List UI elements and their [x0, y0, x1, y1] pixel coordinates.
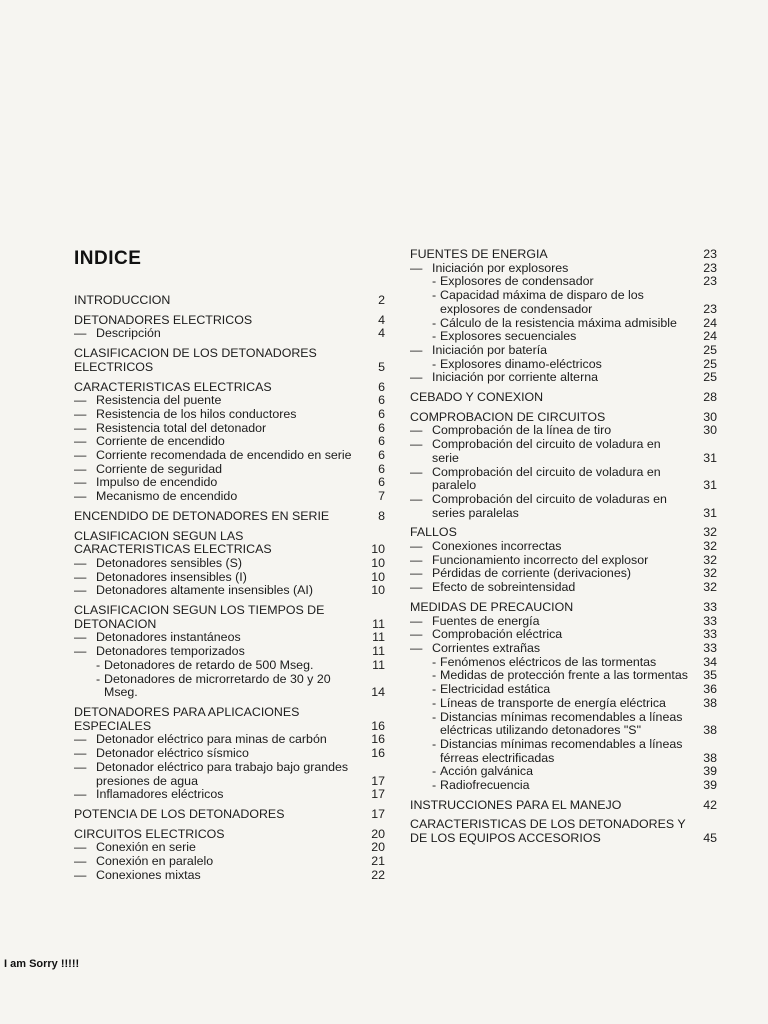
- dash-marker: —: [410, 464, 423, 479]
- toc-heading: [74, 314, 387, 328]
- toc-entry-text: Radiofrecuencia: [440, 778, 530, 793]
- toc-entry-text: Pérdidas de corriente (derivaciones): [432, 566, 632, 581]
- toc-page-number: 30: [703, 409, 717, 424]
- dash-marker: —: [74, 840, 87, 855]
- dash-marker: —: [74, 461, 87, 476]
- dash-marker: —: [74, 434, 87, 449]
- toc-entry-text: Explosores de condensador: [440, 274, 594, 289]
- toc-heading: [410, 818, 719, 845]
- toc-entry-text: CARACTERISTICAS DE LOS DETONADORES Y DE LOS EQUIPOS ACCESORIOS: [410, 817, 686, 846]
- toc-entry: [74, 788, 387, 802]
- toc-entry-text: CLASIFICACION SEGUN LOS TIEMPOS DE DETONACION: [74, 603, 325, 631]
- toc-page-number: 23: [703, 260, 717, 275]
- toc-heading: [410, 601, 719, 615]
- toc-entry: [410, 275, 719, 289]
- toc-heading: [410, 391, 719, 405]
- toc-entry: [410, 358, 719, 372]
- toc-page-number: 33: [703, 613, 717, 628]
- toc-entry-text: Corriente de seguridad: [96, 461, 223, 476]
- toc-page-number: 11: [372, 644, 385, 659]
- dash-marker: —: [410, 423, 423, 438]
- dash-marker: —: [74, 326, 87, 341]
- toc-entry-text: Iniciación por corriente alterna: [432, 370, 598, 385]
- toc-entry-text: FALLOS: [410, 525, 457, 540]
- toc-entry-text: Conexión en paralelo: [96, 854, 214, 869]
- toc-page-number: 17: [371, 773, 385, 788]
- toc-entry: [410, 567, 719, 581]
- toc-entry-text: CARACTERISTICAS ELECTRICAS: [74, 379, 272, 394]
- bullet-marker: -: [432, 274, 437, 289]
- toc-entry: [410, 466, 719, 493]
- toc-entry: [74, 855, 387, 869]
- toc-heading: [74, 808, 387, 822]
- toc-entry-text: FUENTES DE ENERGIA: [410, 247, 548, 261]
- toc-entry-text: Resistencia de los hilos conductores: [96, 406, 297, 421]
- toc-entry: [74, 476, 387, 490]
- toc-entry: [410, 493, 719, 520]
- toc-entry-text: CEBADO Y CONEXION: [410, 390, 544, 405]
- toc-section: [410, 391, 719, 405]
- toc-entry: [74, 557, 387, 571]
- dash-marker: —: [410, 539, 423, 554]
- toc-entry-text: Conexiones mixtas: [96, 867, 201, 882]
- bullet-marker: -: [96, 671, 101, 686]
- toc-entry-text: Descripción: [96, 326, 161, 341]
- toc-page-number: 31: [703, 450, 717, 465]
- toc-page-number: 4: [378, 312, 385, 327]
- toc-entry-text: Comprobación del circuito de voladuras en series paralelas: [432, 491, 667, 520]
- toc-page-number: 10: [371, 542, 385, 557]
- toc-entry-text: Corriente de encendido: [96, 434, 225, 449]
- bullet-marker: -: [432, 778, 437, 793]
- toc-entry: [74, 584, 387, 598]
- toc-section: [74, 347, 387, 374]
- toc-entry-text: Detonadores temporizados: [96, 644, 245, 659]
- toc-entry-text: DETONADORES PARA APLICACIONES ESPECIALES: [74, 704, 300, 733]
- toc-entry-text: CLASIFICACION DE LOS DETONADORES ELECTRICOS: [74, 346, 317, 374]
- toc-page-number: 17: [371, 806, 385, 821]
- page-title: INDICE: [74, 248, 142, 269]
- toc-entry-text: Iniciación por batería: [432, 342, 548, 357]
- toc-page-number: 22: [371, 867, 385, 882]
- toc-entry: [74, 747, 387, 761]
- toc-entry: [410, 438, 719, 465]
- dash-marker: —: [410, 627, 423, 642]
- dash-marker: —: [74, 644, 87, 659]
- toc-entry: [410, 330, 719, 344]
- toc-entry: [74, 841, 387, 855]
- dash-marker: —: [410, 491, 423, 506]
- toc-entry: [74, 463, 387, 477]
- bullet-marker: -: [432, 356, 437, 371]
- toc-entry-text: Comprobación eléctrica: [432, 627, 563, 642]
- toc-entry: [410, 371, 719, 385]
- toc-entry-text: Detonador eléctrico sísmico: [96, 746, 249, 761]
- footer-note: I am Sorry !!!!!: [4, 958, 80, 970]
- dash-marker: —: [74, 569, 87, 584]
- toc-page-number: 10: [371, 583, 385, 598]
- toc-page-number: 23: [703, 247, 717, 261]
- toc-entry: [410, 697, 719, 711]
- toc-entry: [410, 289, 719, 316]
- toc-entry-text: Explosores dinamo-eléctricos: [440, 356, 602, 371]
- toc-section: [74, 828, 387, 883]
- toc-entry-text: MEDIDAS DE PRECAUCION: [410, 599, 574, 614]
- toc-page-number: 32: [703, 552, 717, 567]
- toc-entry-text: Inflamadores eléctricos: [96, 787, 224, 802]
- toc-entry-text: Distancias mínimas recomendables a líneas férreas electrificadas: [440, 736, 683, 765]
- dash-marker: —: [74, 854, 87, 869]
- toc-page-number: 6: [378, 448, 385, 463]
- toc-entry-text: Comprobación del circuito de voladura en serie: [432, 437, 661, 465]
- toc-heading: [410, 248, 719, 262]
- toc-page-number: 33: [703, 640, 717, 655]
- toc-page-number: 32: [703, 580, 717, 595]
- toc-entry-text: Resistencia total del detonador: [96, 420, 267, 435]
- bullet-marker: -: [432, 764, 437, 779]
- toc-section: [410, 526, 719, 595]
- toc-page-number: 45: [703, 831, 717, 846]
- dash-marker: —: [410, 580, 423, 595]
- toc-entry: [410, 540, 719, 554]
- toc-right-column: [410, 248, 719, 852]
- toc-page-number: 36: [703, 682, 717, 697]
- toc-page-number: 39: [703, 764, 717, 779]
- toc-page-number: 35: [703, 668, 717, 683]
- bullet-marker: -: [432, 654, 437, 669]
- toc-entry-text: Detonador eléctrico para trabajo bajo grandes presiones de agua: [96, 759, 349, 788]
- toc-page-number: 6: [378, 379, 385, 394]
- toc-page-number: 5: [378, 359, 385, 374]
- toc-page-number: 42: [703, 797, 717, 812]
- toc-entry: [74, 327, 387, 341]
- bullet-marker: -: [432, 736, 437, 751]
- toc-page-number: 21: [371, 854, 385, 869]
- toc-page-number: 28: [703, 390, 717, 405]
- toc-page-number: 25: [703, 342, 717, 357]
- toc-entry: [74, 435, 387, 449]
- toc-page-number: 32: [703, 539, 717, 554]
- toc-page-number: 6: [378, 434, 385, 449]
- toc-entry: [74, 761, 387, 788]
- toc-entry: [410, 711, 719, 738]
- toc-page-number: 4: [378, 326, 385, 341]
- toc-entry-text: Detonador eléctrico para minas de carbón: [96, 732, 327, 747]
- bullet-marker: -: [432, 682, 437, 697]
- toc-entry: [74, 408, 387, 422]
- dash-marker: —: [410, 342, 423, 357]
- toc-entry-text: Cálculo de la resistencia máxima admisible: [440, 315, 677, 330]
- toc-page-number: 23: [703, 301, 717, 316]
- toc-entry-text: Comprobación de la línea de tiro: [432, 423, 612, 438]
- toc-page-number: 38: [703, 695, 717, 710]
- toc-entry: [410, 765, 719, 779]
- toc-heading: [74, 530, 387, 557]
- toc-section: [74, 381, 387, 504]
- dash-marker: —: [410, 260, 423, 275]
- toc-section: [410, 411, 719, 521]
- toc-page-number: 14: [371, 685, 385, 700]
- toc-entry: [74, 490, 387, 504]
- dash-marker: —: [410, 640, 423, 655]
- toc-entry: [410, 581, 719, 595]
- toc-left-column: [74, 294, 387, 888]
- toc-entry: [74, 449, 387, 463]
- toc-entry: [74, 673, 387, 700]
- toc-entry-text: Fuentes de energía: [432, 613, 540, 628]
- toc-entry-text: Distancias mínimas recomendables a líneas eléctricas utilizando detonadores "S": [440, 709, 683, 738]
- toc-entry-text: Impulso de encendido: [96, 475, 218, 490]
- toc-entry: [74, 571, 387, 585]
- toc-heading: [74, 381, 387, 395]
- dash-marker: —: [74, 406, 87, 421]
- toc-heading: [74, 706, 387, 733]
- toc-entry: [410, 424, 719, 438]
- toc-page-number: 10: [371, 569, 385, 584]
- toc-heading: [410, 799, 719, 813]
- toc-page-number: 32: [703, 566, 717, 581]
- toc-entry-text: Fenómenos eléctricos de las tormentas: [440, 654, 657, 669]
- toc-entry: [74, 422, 387, 436]
- toc-page-number: 34: [703, 654, 717, 669]
- toc-entry-text: Electricidad estática: [440, 682, 551, 697]
- toc-page-number: 10: [371, 555, 385, 570]
- dash-marker: —: [74, 393, 87, 408]
- toc-entry: [410, 344, 719, 358]
- toc-entry: [74, 394, 387, 408]
- toc-page-number: 30: [703, 423, 717, 438]
- dash-marker: —: [410, 437, 423, 452]
- dash-marker: —: [74, 732, 87, 747]
- toc-heading: [410, 411, 719, 425]
- toc-section: [74, 604, 387, 700]
- toc-entry-text: Comprobación del circuito de voladura en paralelo: [432, 464, 661, 493]
- dash-marker: —: [74, 475, 87, 490]
- toc-entry-text: INSTRUCCIONES PARA EL MANEJO: [410, 797, 622, 812]
- toc-section: [74, 706, 387, 802]
- toc-entry: [410, 615, 719, 629]
- toc-entry: [74, 733, 387, 747]
- toc-entry: [410, 738, 719, 765]
- dash-marker: —: [410, 370, 423, 385]
- toc-entry: [74, 659, 387, 673]
- toc-entry-text: Explosores secuenciales: [440, 329, 577, 344]
- toc-entry-text: Detonadores de retardo de 500 Mseg.: [104, 657, 314, 672]
- toc-heading: [410, 526, 719, 540]
- dash-marker: —: [410, 613, 423, 628]
- toc-entry: [410, 262, 719, 276]
- dash-marker: —: [410, 566, 423, 581]
- bullet-marker: -: [432, 668, 437, 683]
- toc-entry-text: COMPROBACION DE CIRCUITOS: [410, 409, 606, 424]
- toc-page-number: 24: [703, 315, 717, 330]
- toc-section: [410, 818, 719, 845]
- toc-entry: [410, 554, 719, 568]
- toc-entry: [410, 669, 719, 683]
- toc-page-number: 23: [703, 274, 717, 289]
- toc-page-number: 16: [371, 746, 385, 761]
- toc-page-number: 11: [372, 657, 385, 672]
- toc-entry-text: Funcionamiento incorrecto del explosor: [432, 552, 649, 567]
- toc-page-number: 25: [703, 356, 717, 371]
- toc-page-number: 38: [703, 723, 717, 738]
- toc-entry-text: CIRCUITOS ELECTRICOS: [74, 826, 225, 841]
- dash-marker: —: [74, 448, 87, 463]
- toc-page-number: 20: [371, 826, 385, 841]
- toc-page-number: 33: [703, 599, 717, 614]
- toc-entry-text: Detonadores insensibles (I): [96, 569, 247, 584]
- toc-heading: [74, 510, 387, 524]
- toc-section: [410, 248, 719, 385]
- toc-entry: [410, 683, 719, 697]
- toc-page-number: 20: [371, 840, 385, 855]
- toc-entry-text: Líneas de transporte de energía eléctrica: [440, 695, 666, 710]
- toc-entry-text: Iniciación por explosores: [432, 260, 569, 275]
- dash-marker: —: [74, 630, 87, 645]
- toc-section: [410, 799, 719, 813]
- bullet-marker: -: [432, 695, 437, 710]
- toc-page-number: 11: [372, 630, 385, 645]
- dash-marker: —: [410, 552, 423, 567]
- dash-marker: —: [74, 420, 87, 435]
- toc-page-number: 16: [371, 718, 385, 733]
- toc-entry: [410, 317, 719, 331]
- toc-entry-text: Detonadores instantáneos: [96, 630, 241, 645]
- toc-page-number: 38: [703, 750, 717, 765]
- toc-page-number: 8: [378, 508, 385, 523]
- toc-entry-text: Efecto de sobreintensidad: [432, 580, 576, 595]
- toc-section: [74, 808, 387, 822]
- toc-entry-text: Conexión en serie: [96, 840, 196, 855]
- toc-entry-text: Detonadores sensibles (S): [96, 555, 243, 570]
- toc-entry: [410, 656, 719, 670]
- toc-page-number: 7: [378, 489, 385, 504]
- dash-marker: —: [74, 759, 87, 774]
- toc-page-number: 6: [378, 420, 385, 435]
- toc-page-number: 6: [378, 406, 385, 421]
- bullet-marker: -: [432, 315, 437, 330]
- dash-marker: —: [74, 583, 87, 598]
- toc-page-number: 33: [703, 627, 717, 642]
- toc-entry-text: POTENCIA DE LOS DETONADORES: [74, 806, 285, 821]
- toc-entry-text: INTRODUCCION: [74, 293, 171, 307]
- bullet-marker: -: [432, 709, 437, 724]
- toc-entry-text: CLASIFICACION SEGUN LAS CARACTERISTICAS ELECTRICAS: [74, 528, 272, 557]
- toc-entry: [410, 642, 719, 656]
- toc-section: [74, 314, 387, 341]
- toc-entry: [74, 645, 387, 659]
- toc-page-number: 16: [371, 732, 385, 747]
- toc-entry-text: Mecanismo de encendido: [96, 489, 238, 504]
- toc-entry-text: Acción galvánica: [440, 764, 533, 779]
- toc-section: [74, 530, 387, 599]
- toc-heading: [74, 347, 387, 374]
- bullet-marker: -: [96, 657, 101, 672]
- dash-marker: —: [74, 867, 87, 882]
- toc-entry: [410, 779, 719, 793]
- dash-marker: —: [74, 787, 87, 802]
- toc-page-number: 31: [703, 478, 717, 493]
- toc-entry-text: Corrientes extrañas: [432, 640, 541, 655]
- toc-section: [74, 510, 387, 524]
- toc-page-number: 24: [703, 329, 717, 344]
- dash-marker: —: [74, 746, 87, 761]
- toc-entry-text: Conexiones incorrectas: [432, 539, 562, 554]
- dash-marker: —: [74, 555, 87, 570]
- toc-entry-text: Capacidad máxima de disparo de los explosores de condensador: [440, 288, 644, 316]
- toc-entry-text: Medidas de protección frente a las tormentas: [440, 668, 688, 683]
- toc-entry-text: ENCENDIDO DE DETONADORES EN SERIE: [74, 508, 330, 523]
- toc-page-number: 6: [378, 475, 385, 490]
- bullet-marker: -: [432, 288, 437, 303]
- toc-page-number: 39: [703, 778, 717, 793]
- toc-entry: [74, 869, 387, 883]
- toc-page-number: 6: [378, 461, 385, 476]
- toc-page-number: 25: [703, 370, 717, 385]
- toc-page-number: 32: [703, 525, 717, 540]
- toc-page-number: 6: [378, 393, 385, 408]
- toc-section: [74, 294, 387, 308]
- toc-entry-text: DETONADORES ELECTRICOS: [74, 312, 253, 327]
- toc-entry-text: Resistencia del puente: [96, 393, 222, 408]
- dash-marker: —: [74, 489, 87, 504]
- toc-page-number: 31: [703, 505, 717, 520]
- toc-page-number: 17: [371, 787, 385, 802]
- toc-heading: [74, 294, 387, 308]
- toc-page-number: 2: [378, 293, 385, 307]
- bullet-marker: -: [432, 329, 437, 344]
- toc-entry-text: Detonadores altamente insensibles (AI): [96, 583, 313, 598]
- toc-page-number: 11: [372, 616, 385, 631]
- toc-section: [410, 601, 719, 793]
- toc-entry-text: Detonadores de microrretardo de 30 y 20 Mseg.: [104, 671, 331, 700]
- toc-entry: [74, 631, 387, 645]
- toc-heading: [74, 828, 387, 842]
- toc-heading: [74, 604, 387, 631]
- toc-entry-text: Corriente recomendada de encendido en serie: [96, 448, 352, 463]
- toc-entry: [410, 628, 719, 642]
